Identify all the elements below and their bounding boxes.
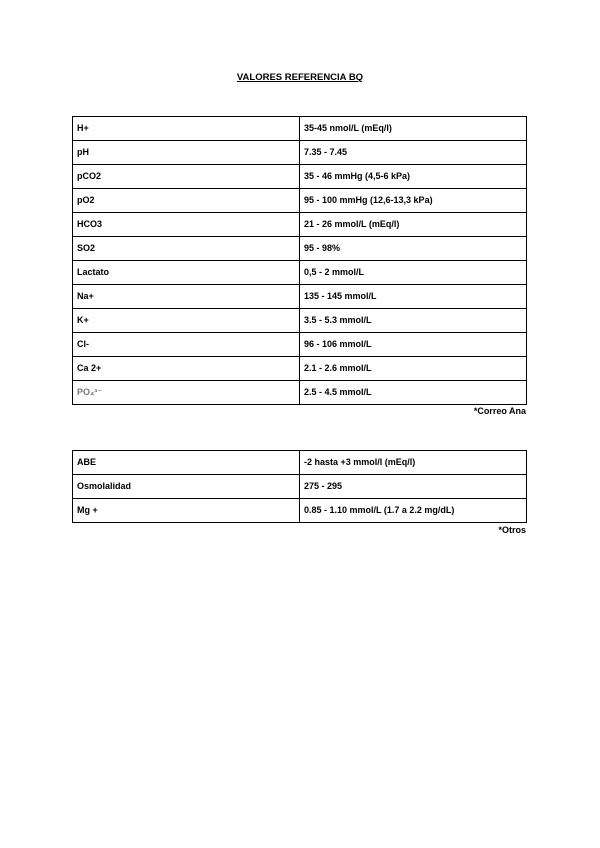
source-note: *Otros: [498, 525, 526, 535]
table-row: [73, 451, 527, 475]
param-cell: K+: [73, 309, 300, 333]
value-cell: 135 - 145 mmol/L: [300, 285, 527, 309]
param-cell: Mg +: [73, 499, 300, 523]
param-cell: PO₄³⁻: [73, 381, 300, 405]
table-row: [73, 309, 527, 333]
param-cell: ABE: [73, 451, 300, 475]
value-cell: -2 hasta +3 mmol/l (mEq/l): [300, 451, 527, 475]
param-cell: Osmolalidad: [73, 475, 300, 499]
source-note: *Correo Ana: [473, 406, 526, 416]
value-cell: 95 - 100 mmHg (12,6-13,3 kPa): [300, 189, 527, 213]
table-row: [73, 165, 527, 189]
value-cell: 0.85 - 1.10 mmol/L (1.7 a 2.2 mg/dL): [300, 499, 527, 523]
param-cell: pH: [73, 141, 300, 165]
table-row: [73, 189, 527, 213]
table-row: [73, 381, 527, 405]
param-cell: Lactato: [73, 261, 300, 285]
value-cell: 21 - 26 mmol/L (mEq/l): [300, 213, 527, 237]
table-row: [73, 499, 527, 523]
table-row: [73, 213, 527, 237]
param-cell: H+: [73, 117, 300, 141]
param-cell: Na+: [73, 285, 300, 309]
param-cell: SO2: [73, 237, 300, 261]
value-cell: 35 - 46 mmHg (4,5-6 kPa): [300, 165, 527, 189]
value-cell: 2.1 - 2.6 mmol/L: [300, 357, 527, 381]
table-row: [73, 285, 527, 309]
value-cell: 0,5 - 2 mmol/L: [300, 261, 527, 285]
param-cell: Ca 2+: [73, 357, 300, 381]
value-cell: 7.35 - 7.45: [300, 141, 527, 165]
value-cell: 35-45 nmol/L (mEq/l): [300, 117, 527, 141]
param-cell: pCO2: [73, 165, 300, 189]
reference-table-other: [72, 450, 527, 523]
value-cell: 96 - 106 mmol/L: [300, 333, 527, 357]
page-title: VALORES REFERENCIA BQ: [236, 72, 364, 83]
param-cell: Cl-: [73, 333, 300, 357]
value-cell: 95 - 98%: [300, 237, 527, 261]
param-cell: HCO3: [73, 213, 300, 237]
table-row: [73, 237, 527, 261]
value-cell: 2.5 - 4.5 mmol/L: [300, 381, 527, 405]
param-cell: pO2: [73, 189, 300, 213]
table-row: [73, 117, 527, 141]
reference-table-blood-gas: [72, 116, 527, 405]
table-row: [73, 261, 527, 285]
table-row: [73, 475, 527, 499]
value-cell: 275 - 295: [300, 475, 527, 499]
table-row: [73, 357, 527, 381]
table-row: [73, 141, 527, 165]
table-row: [73, 333, 527, 357]
value-cell: 3.5 - 5.3 mmol/L: [300, 309, 527, 333]
